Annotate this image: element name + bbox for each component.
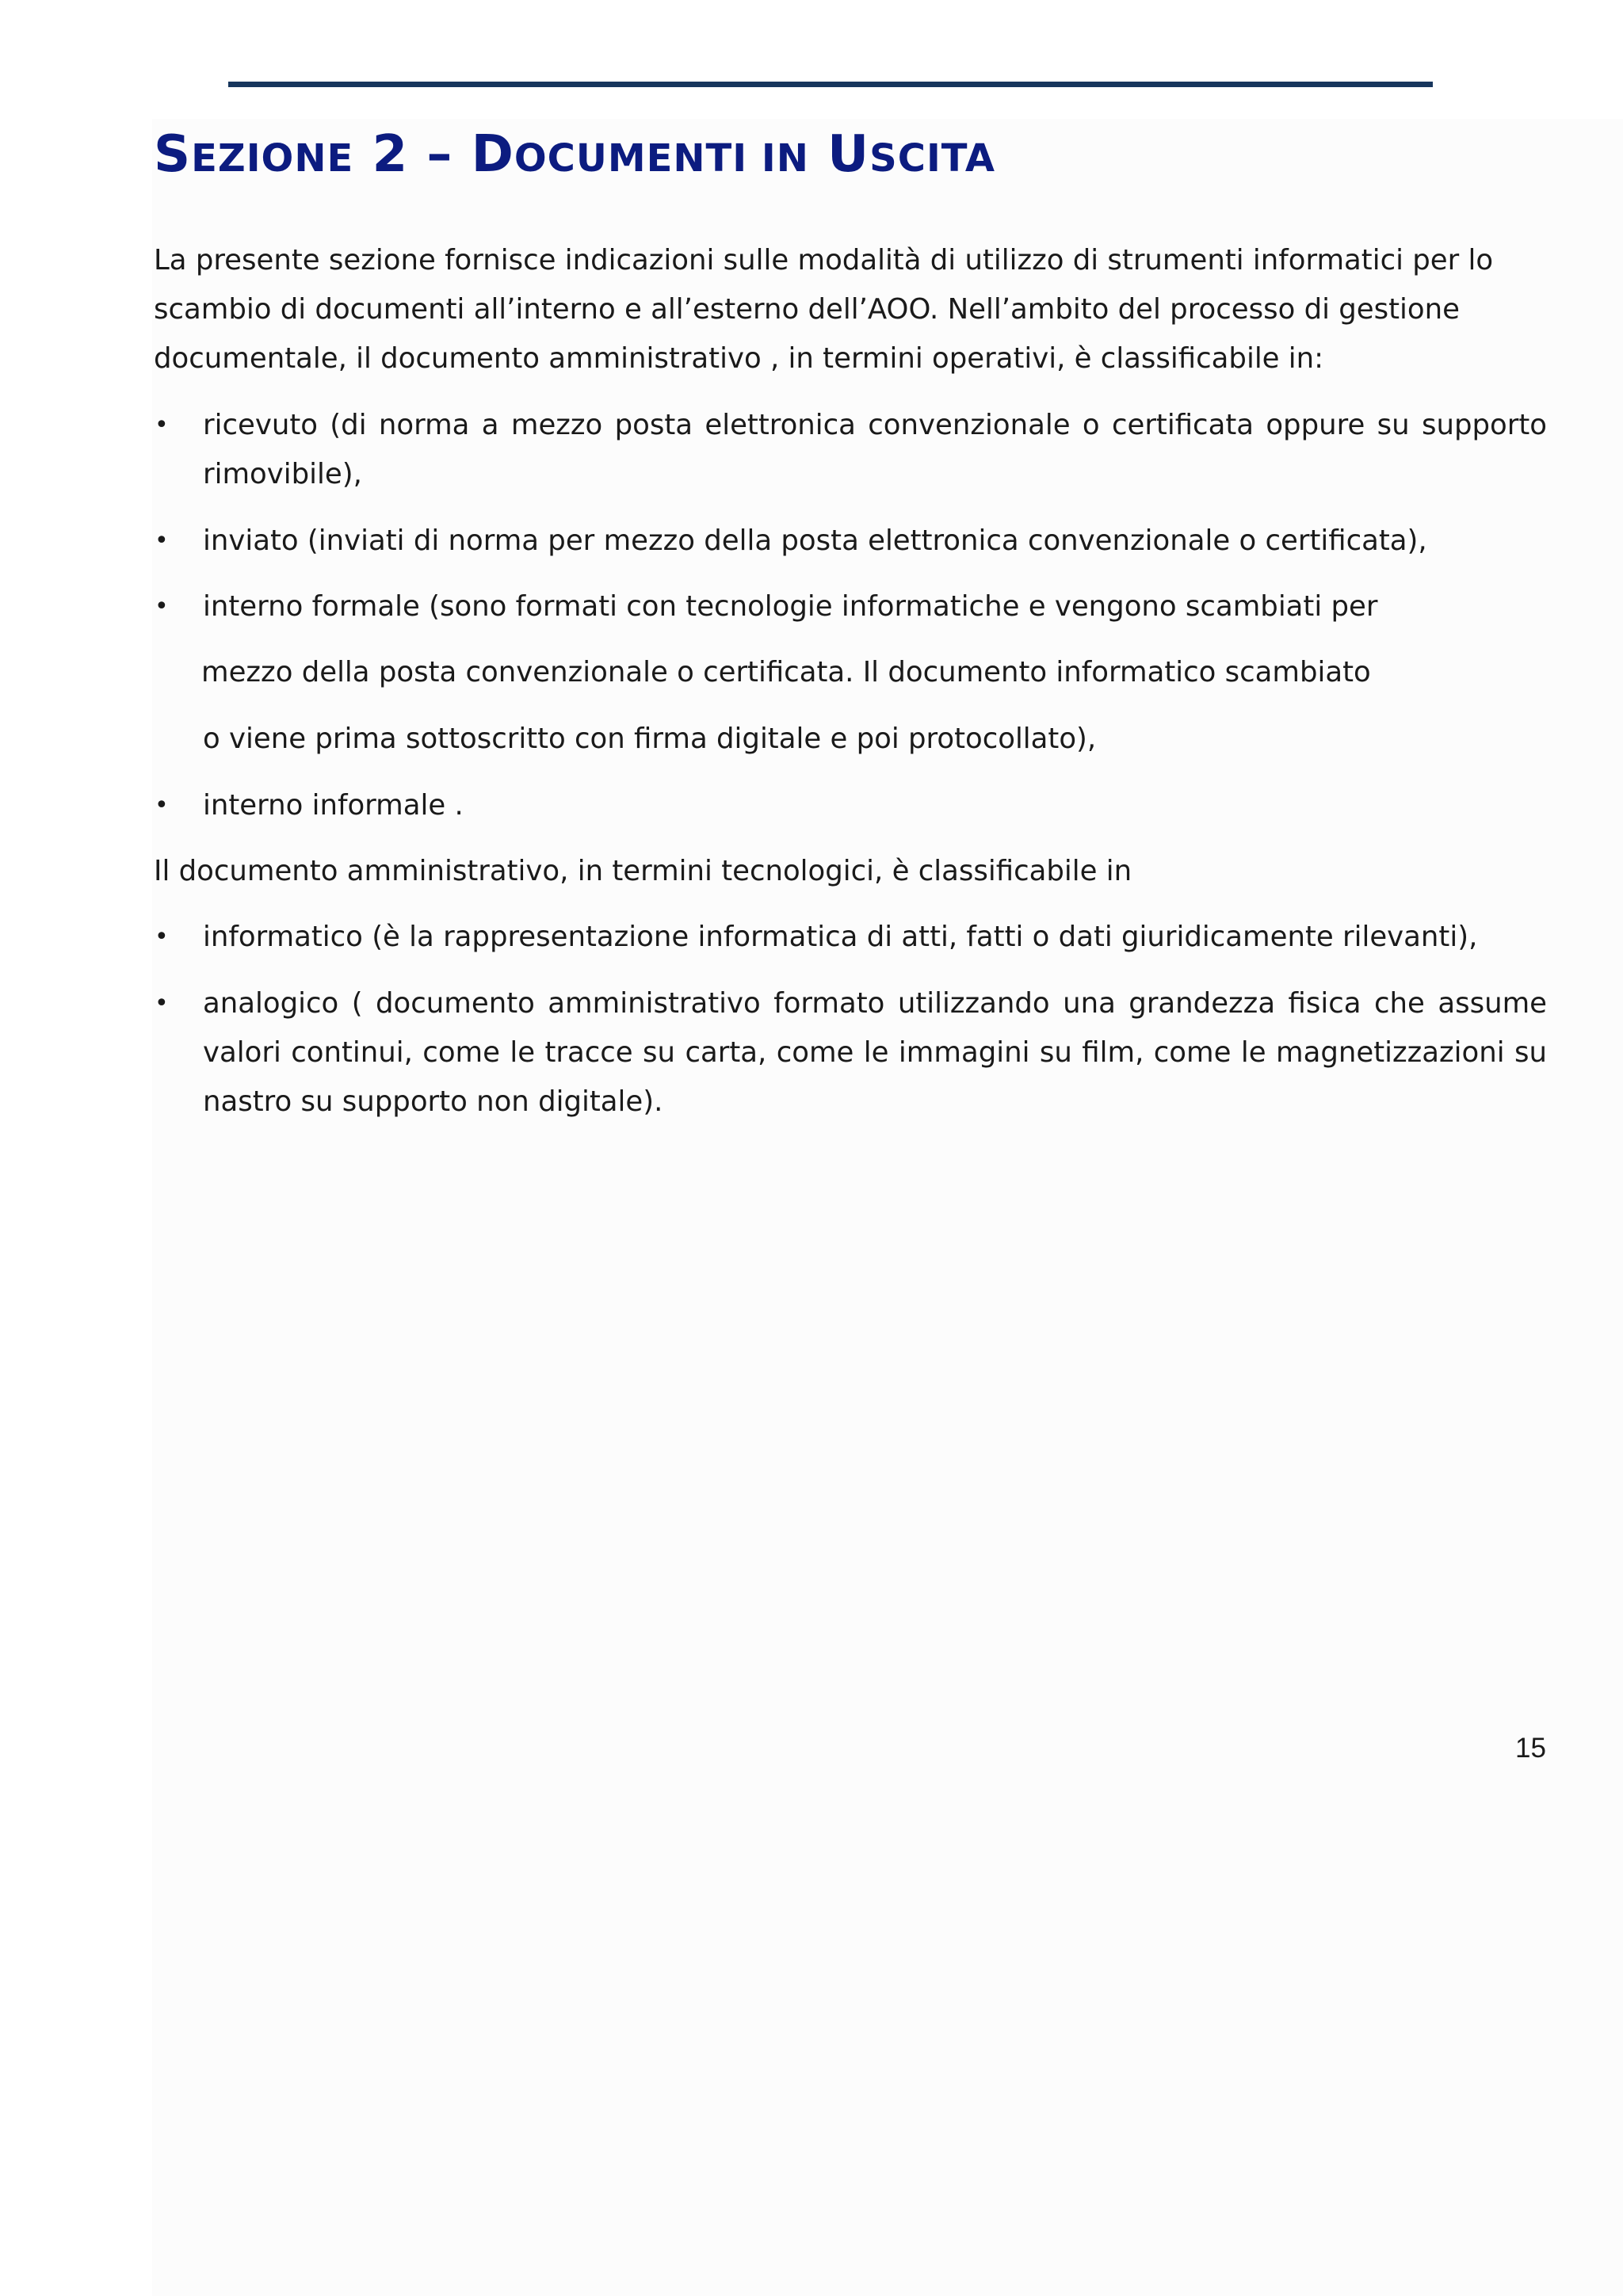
list-bullet: • — [155, 593, 169, 620]
list-bullet: • — [155, 923, 169, 951]
title-part-5: U — [808, 125, 870, 184]
list-item-interno-formale-line-2: mezzo della posta convenzionale o certificata. Il documento informatico scambiato — [201, 656, 1371, 688]
list-item-interno-informale: interno informale . — [203, 789, 464, 822]
header-rule — [228, 82, 1433, 87]
intro-line-3: documentale, il documento amministrativo , in termini operativi, è classificabile in: — [154, 342, 1324, 375]
tech-intro: Il documento amministrativo, in termini tecnologici, è classificabile in — [154, 855, 1132, 887]
list-item-interno-formale-line-1: interno formale (sono formati con tecnologie informatiche e vengono scambiati per — [203, 590, 1378, 623]
page-number: 15 — [1515, 1733, 1546, 1764]
list-item-analogico-line-3: nastro su supporto non digitale). — [203, 1085, 663, 1118]
title-part-4: OCUMENTI IN — [514, 136, 809, 181]
title-part-1: S — [154, 125, 192, 184]
intro-line-1: La presente sezione fornisce indicazioni sulle modalità di utilizzo di strumenti informatici per lo — [154, 244, 1494, 277]
list-bullet: • — [155, 527, 169, 555]
list-item-ricevuto-line-1: ricevuto (di norma a mezzo posta elettronica convenzionale o certificata oppure su supporto — [203, 409, 1547, 441]
list-item-inviato: inviato (inviati di norma per mezzo della posta elettronica convenzionale o certificata), — [203, 524, 1427, 557]
list-bullet: • — [155, 791, 169, 819]
list-bullet: • — [155, 411, 169, 439]
title-part-3: 2 – D — [353, 125, 514, 184]
list-item-ricevuto-line-2: rimovibile), — [203, 458, 362, 490]
list-bullet: • — [155, 990, 169, 1017]
list-item-interno-formale-line-3: o viene prima sottoscritto con firma digitale e poi protocollato), — [203, 723, 1097, 755]
list-item-analogico-line-2: valori continui, come le tracce su carta, come le immagini su film, come le magnetizzazioni su — [203, 1036, 1547, 1069]
title-part-6: SCITA — [869, 136, 995, 181]
intro-line-2: scambio di documenti all’interno e all’esterno dell’AOO. Nell’ambito del processo di gestione — [154, 293, 1460, 326]
list-item-analogico-line-1: analogico ( documento amministrativo formato utilizzando una grandezza fisica che assume — [203, 987, 1547, 1020]
section-title — [154, 119, 995, 194]
title-part-2: EZIONE — [191, 136, 354, 181]
list-item-informatico: informatico (è la rappresentazione informatica di atti, fatti o dati giuridicamente rilevanti), — [203, 921, 1478, 953]
